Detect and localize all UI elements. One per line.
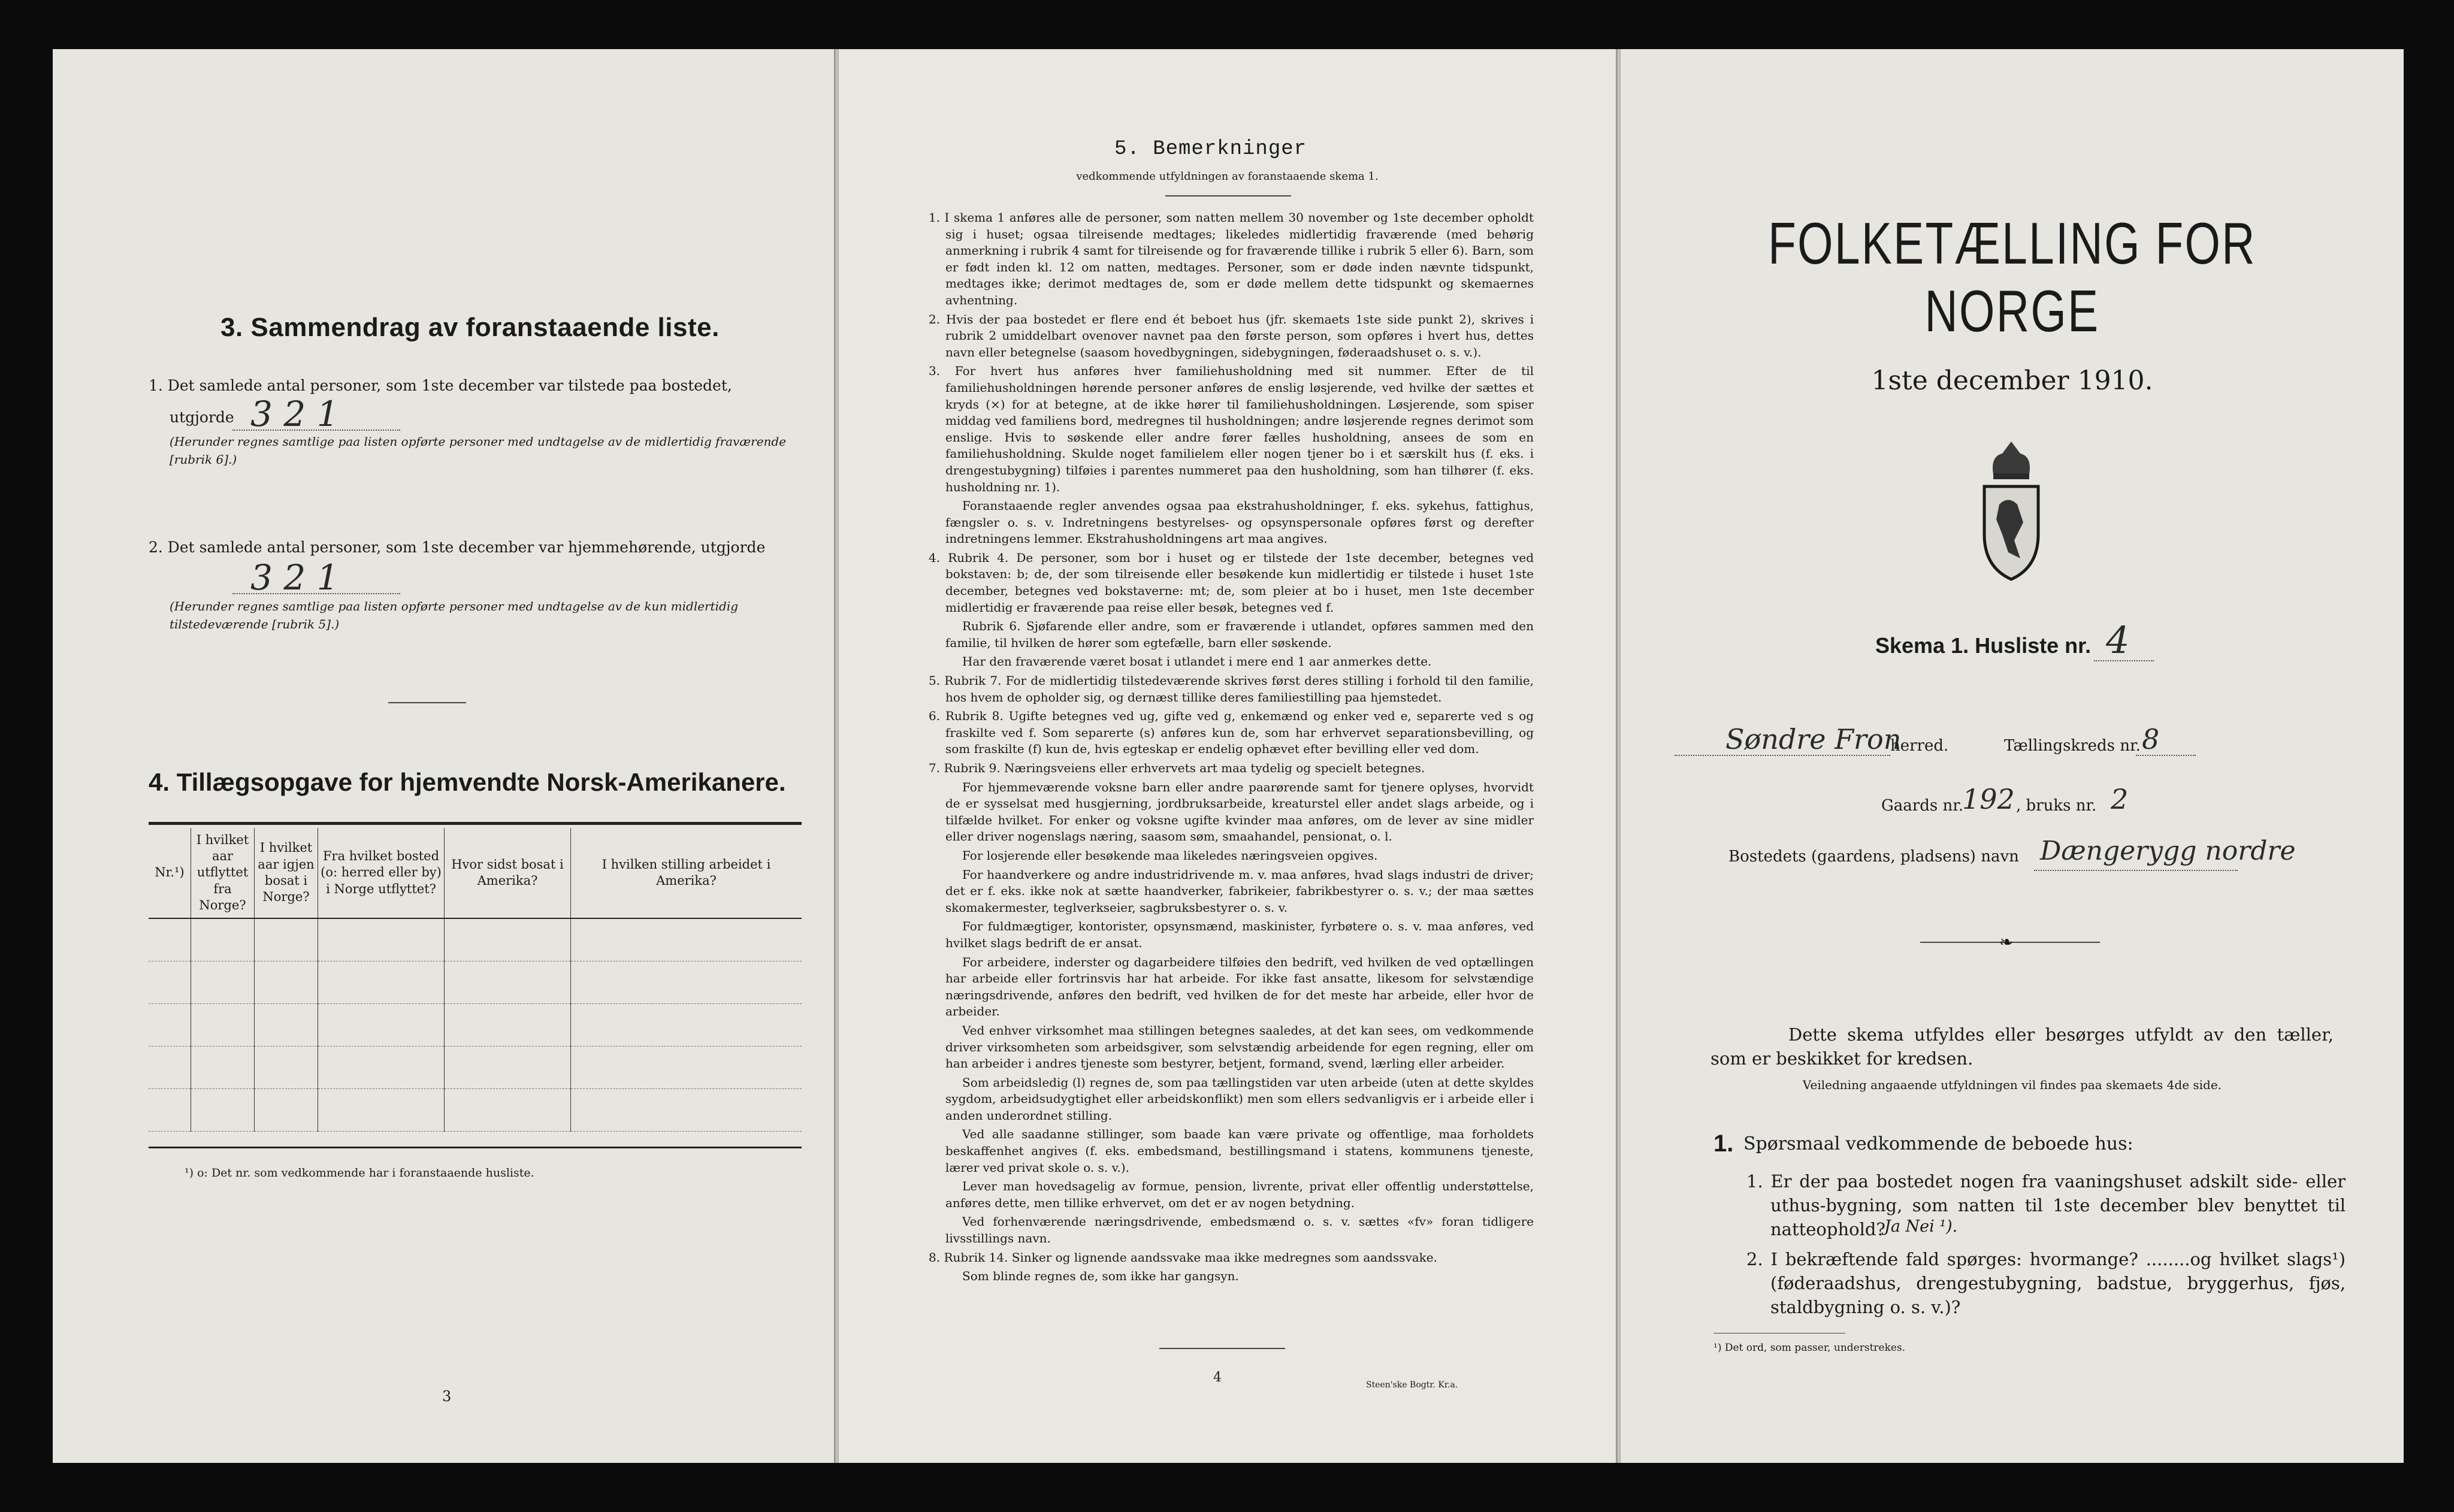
q2-value: 3 2 1	[250, 557, 339, 598]
gaards-label: Gaards nr.	[1881, 797, 1964, 815]
herred-value: Søndre Fron	[1725, 723, 1902, 755]
bosted-dotline	[2034, 870, 2238, 871]
q2-dotline	[232, 593, 400, 594]
remark-paragraph: For hjemmeværende voksne barn eller andre paarørende samt for tjenere oplyses, hvorvidt de er sysselsat med husgjerning, jordbruksarbeide, kreaturstel eller andet slags arbeide, og i tilfælde hvilket. For enker og voksne ugifte kvinder maa anføres, om de lever av sine midler eller driver nogenslags næring, saasom søm, smaahandel, pensionat, o. l.	[945, 779, 1534, 844]
remark-paragraph: Som blinde regnes de, som ikke har gangsyn.	[962, 1269, 1239, 1284]
kreds-value: 8	[2142, 723, 2160, 755]
footnote: ¹) Det ord, som passer, understrekes.	[1713, 1342, 1906, 1354]
remark-paragraph: 1. I skema 1 anføres alle de personer, som natten mellem 30 november og 1ste december opholdt sig i huset; ogsaa tilreisende medtages; likeledes midlertidig fraværende (med behørig anmerkning i rubrik 4 samt for tilreisende og for fraværende tillike i rubrik 5 eller 6). Barn, som er født inden kl. 12 om natten, medtages. Personer, som er døde inden nævnte tidspunkt, medtages ikke; derimot medtages de, som er døde mellem dette tidspunkt og skemaernes avhentning.	[929, 210, 1534, 307]
q-heading-num: 1.	[1713, 1130, 1734, 1157]
q2-note: (Herunder regnes samtlige paa listen opførte personer med undtagelse av de kun midlertidig tilstedeværende [rubrik 5].)	[170, 599, 739, 631]
section-4-title: 4. Tillægsopgave for hjemvendte Norsk-Amerikanere.	[149, 768, 786, 796]
remark-paragraph: For haandverkere og andre industridrivende m. v. maa anføres, hvad slags industri de driver; det er f. eks. ikke nok at sætte haandverker, fabrikeier, fabrikbestyrer o. s. v.; der maa sættes skomakermester, teglverkseier, sagbruksbestyrer o. s. v.	[945, 867, 1534, 915]
herred-label: herred.	[1890, 737, 1949, 755]
remarks-body	[929, 210, 1534, 1287]
section-3-title: 3. Sammendrag av foranstaaende liste.	[220, 313, 720, 342]
table-top-rule	[149, 822, 802, 825]
page-number: 4	[1213, 1370, 1222, 1385]
remark-paragraph: Som arbeidsledig (l) regnes de, som paa tællingstiden var uten arbeide (uten at dette skyldes sygdom, arbeidsudygtighet eller arbeidskonflikt) men som ellers sedvanligvis er i arbeide eller i anden underordnet stilling.	[945, 1075, 1534, 1123]
remark-paragraph: 3. For hvert hus anføres hver familiehusholdning med sit nummer. Efter de til familiehusholdningen hørende personer anføres de enslig løsjerende, ved hvilke der sættes et kryds (×) for at betegne, at de ikke hører til familiehusholdningen. Løsjerende, som spiser middag ved familiens bord, medregnes til husholdningen; andre løsjerende regnes derimot som enslige. Hvis to søskende eller andre fører fælles husholdning, ansees de som en familiehusholdning. Skulde noget familielem eller nogen tjener bo i et særskilt hus (f. eks. i drengestubygning) tilføies i parentes nummeret paa den husholdning, som han tilhører (f. eks. husholdning nr. 1).	[929, 364, 1534, 494]
remark-paragraph: For fuldmægtiger, kontorister, opsynsmænd, maskinister, fyrbøtere o. s. v. maa anføres, ved hvilket slags bedrift de er ansat.	[945, 919, 1534, 950]
remark-paragraph: Rubrik 6. Sjøfarende eller andre, som er fraværende i utlandet, opføres sammen med den familie, til hvilken de hører som egtefælle, barn eller søskende.	[945, 619, 1534, 650]
remark-paragraph: 8. Rubrik 14. Sinker og lignende aandssvake maa ikke medregnes som aandssvake.	[929, 1250, 1437, 1265]
q1-note: (Herunder regnes samtlige paa listen opførte personer med undtagelse av de midlertidig fraværende [rubrik 6].)	[170, 434, 787, 467]
veiledning-text: Veiledning angaaende utfyldningen vil findes paa skemaets 4de side.	[1802, 1078, 2222, 1092]
remarks-end-divider	[1159, 1348, 1285, 1349]
table-row	[149, 1004, 802, 1047]
q2-text: 2. Det samlede antal personer, som 1ste december var hjemmehørende, utgjorde	[149, 539, 766, 556]
bruks-label: , bruks nr.	[2016, 797, 2097, 815]
remark-paragraph: Har den fraværende været bosat i utlandet i mere end 1 aar anmerkes dette.	[962, 654, 1432, 669]
q1-dotline	[232, 430, 400, 431]
footnote: ¹) o: Det nr. som vedkommende har i foranstaaende husliste.	[185, 1166, 534, 1180]
table-bottom-rule	[149, 1147, 802, 1148]
remark-paragraph: Ved enhver virksomhet maa stillingen betegnes saaledes, at det kan sees, om vedkommende driver virksomheten som arbeidsgiver, som selvstændig arbeidende for egen regning, eller om han arbeider i andres tjeneste som bestyrer, betjent, formand, svend, lærling eller arbeider.	[945, 1023, 1534, 1071]
husliste-nr: 4	[2106, 618, 2130, 662]
remarks-subtitle: vedkommende utfyldningen av foranstaaende skema 1.	[1076, 170, 1379, 183]
col-nr: Nr.¹)	[149, 828, 191, 918]
coat-of-arms-icon	[1966, 439, 2056, 582]
col-igjen-bosat: I hvilket aar igjen bosat i Norge?	[255, 828, 318, 918]
table-row	[149, 961, 802, 1004]
remark-paragraph: Ved alle saadanne stillinger, som baade kan være private og offentlige, maa forholdets beskaffenhet angives (f. eks. embedsmand, bestillingsmand i statens, kommunens tjeneste, lærer ved privat skole o. s. v.).	[945, 1127, 1534, 1175]
table-row	[149, 1089, 802, 1132]
page-number: 3	[442, 1388, 452, 1405]
table-row	[149, 1047, 802, 1089]
q-heading: Spørsmaal vedkommende de beboede hus:	[1743, 1133, 2133, 1154]
remark-paragraph: Ved forhenværende næringsdrivende, embedsmænd o. s. v. sættes «fv» foran tidligere livsstillings navn.	[945, 1214, 1534, 1246]
question-2: 2. I bekræftende fald spørges: hvormange? ........og hvilket slags¹) (føderaadshus, drengestubygning, badstue, bryggerhus, fjøs, staldbygning o. s. v.)?	[1746, 1249, 2346, 1317]
col-utflyttet: I hvilket aar utflyttet fra Norge?	[191, 828, 255, 918]
page-right	[1621, 49, 2404, 1463]
remark-paragraph: 5. Rubrik 7. For de midlertidig tilstedeværende skrives først deres stilling i forhold til den familie, hos hvem de opholder sig, og dernæst tillike deres familiestilling paa hjemstedet.	[929, 673, 1534, 704]
bosted-value: Dængerygg nordre	[2040, 836, 2296, 866]
q1-utgjorde: utgjorde	[170, 409, 234, 426]
remark-paragraph: 4. Rubrik 4. De personer, som bor i huset og er tilstede der 1ste december, betegnes ved bokstaven: b; de, der som tilreisende eller besøkende kun midlertidig er tilstede i huset 1ste december, betegnes ved bokstaverne: mt; de, som pleier at bo i huset, men 1ste december midlertidig er fraværende paa reise eller besøk, betegnes ved f.	[929, 550, 1534, 615]
ornament-icon: ❧	[1999, 932, 2014, 952]
col-sidst-bosat: Hvor sidst bosat i Amerika?	[445, 828, 571, 918]
remark-paragraph: 7. Rubrik 9. Næringsveiens eller erhvervets art maa tydelig og specielt betegnes.	[929, 761, 1425, 775]
remark-paragraph: For arbeidere, inderster og dagarbeidere tilføies den bedrift, ved hvilken de ved optællingen har arbeide eller fortrinsvis har hat arbeide. For ikke fast ansatte, likesom for selvstændige næringsdrivende, anføres den bedrift, ved hvilken de for det meste har arbeide, eller hvor de arbeider.	[945, 954, 1534, 1019]
bruks-value: 2	[2111, 783, 2129, 815]
remark-paragraph: Lever man hovedsagelig av formue, pension, livrente, privat eller offentlig understøttelse, anføres dette, men tillike erhvervet, om det er av nogen betydning.	[945, 1179, 1534, 1210]
table-row	[149, 918, 802, 961]
remark-paragraph: Foranstaaende regler anvendes ogsaa paa ekstrahusholdninger, f. eks. sykehus, fattighus, fængsler o. s. v. Indretningens bestyrelses- og opsynspersonale opføres først og derefter indretningens lemmer. Ekstrahusholdningens art maa angives.	[945, 498, 1534, 546]
gaards-value: 192	[1962, 783, 2015, 815]
kreds-label: Tællingskreds nr.	[2004, 737, 2141, 755]
bosted-label: Bostedets (gaardens, pladsens) navn	[1728, 848, 2019, 866]
remarks-title: 5. Bemerkninger	[1114, 138, 1307, 161]
question-1-answer: Ja Nei ¹).	[1884, 1217, 1958, 1236]
q1-text: 1. Det samlede antal personer, som 1ste december var tilstede paa bostedet,	[149, 377, 732, 394]
husliste-dotline	[2094, 660, 2154, 661]
col-fra-bosted: Fra hvilket bosted (o: herred eller by) i Norge utflyttet?	[318, 828, 445, 918]
question-1: 1. Er der paa bostedet nogen fra vaaningshuset adskilt side- eller uthus-bygning, som natten til 1ste december blev benyttet til natteophold?	[1746, 1171, 2346, 1239]
kreds-dotline	[2136, 755, 2196, 756]
form-date: 1ste december 1910.	[1871, 365, 2153, 396]
norsk-amerikanere-table	[149, 828, 802, 1132]
intro-text: Dette skema utfyldes eller besørges utfyldt av den tæller, som er beskikket for kredsen.	[1710, 1024, 2334, 1069]
page-middle	[839, 49, 1616, 1463]
form-title: FOLKETÆLLING FOR NORGE	[1768, 210, 2256, 344]
page-left	[53, 49, 834, 1463]
remark-paragraph: For losjerende eller besøkende maa likeledes næringsveien opgives.	[962, 848, 1378, 863]
remark-paragraph: 6. Rubrik 8. Ugifte betegnes ved ug, gifte ved g, enkemænd og enker ved e, separerte ved s og fraskilte ved f. Som separerte (s) anføres kun de, som har erhvervet separationsbevilling, og som fraskilte (f) kun de, hvis egteskap er endelig ophævet efter bevilling eller ved dom.	[929, 709, 1534, 757]
remark-paragraph: 2. Hvis der paa bostedet er flere end ét beboet hus (jfr. skemaets 1ste side punkt 2), skrives i rubrik 2 umiddelbart ovenover navnet paa den første person, som opføres i hvert hus, dettes navn eller betegnelse (saasom hovedbygningen, sidebygningen, føderaadshuset o. s. v.).	[929, 312, 1534, 359]
col-stilling: I hvilken stilling arbeidet i Amerika?	[571, 828, 802, 918]
remarks-divider	[1165, 195, 1291, 196]
divider	[388, 702, 466, 703]
printer-mark: Steen'ske Bogtr. Kr.a.	[1366, 1380, 1458, 1390]
skema-label: Skema 1. Husliste nr.	[1875, 633, 2092, 658]
q1-value: 3 2 1	[250, 394, 339, 434]
